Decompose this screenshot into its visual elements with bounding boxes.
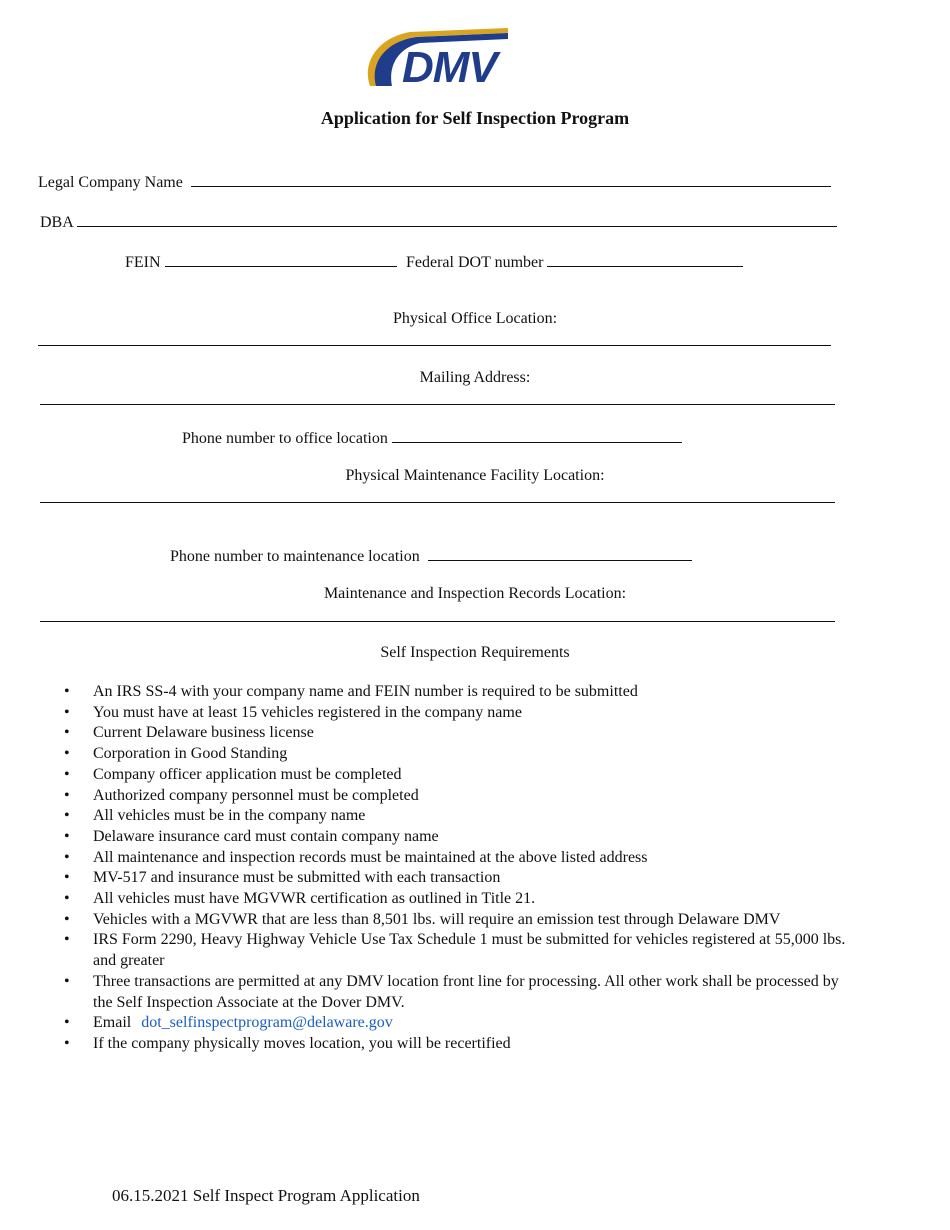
dba-label: DBA [40, 214, 73, 231]
requirement-item: • All vehicles must have MGVWR certification as outlined in Title 21. [58, 889, 848, 910]
requirement-item: • Current Delaware business license [58, 723, 848, 744]
physical-office-label: Physical Office Location: [392, 310, 558, 327]
requirement-item: • Three transactions are permitted at any DMV location front line for processing. All other work shall be processed by the Self Inspection Associate at the Dover DMV. [58, 972, 848, 1013]
phone-maintenance-field [170, 546, 692, 566]
federal-dot-input-line[interactable] [547, 252, 743, 267]
physical-office-input-line[interactable] [38, 345, 831, 346]
phone-maintenance-input-line[interactable] [428, 546, 692, 561]
requirement-item: • IRS Form 2290, Heavy Highway Vehicle Use Tax Schedule 1 must be submitted for vehicles registered at 55,000 lbs. and greater [58, 930, 848, 971]
mailing-address-label: Mailing Address: [419, 369, 531, 386]
email-label: Email [93, 1014, 132, 1032]
federal-dot-field [406, 252, 743, 272]
requirement-item: • Vehicles with a MGVWR that are less than 8,501 lbs. will require an emission test through Delaware DMV [58, 910, 848, 931]
requirement-item-email [58, 1013, 848, 1034]
dmv-logo [358, 24, 524, 90]
phone-office-label: Phone number to office location [182, 430, 388, 447]
requirement-item: • You must have at least 15 vehicles registered in the company name [58, 703, 848, 724]
requirement-item: • Delaware insurance card must contain company name [58, 827, 848, 848]
legal-company-name-label: Legal Company Name [38, 174, 183, 191]
requirements-list [58, 682, 848, 1055]
email-link[interactable]: dot_selfinspectprogram@delaware.gov [141, 1014, 393, 1032]
fein-field [125, 252, 397, 272]
requirement-item: • If the company physically moves location, you will be recertified [58, 1034, 848, 1055]
records-location-label: Maintenance and Inspection Records Location: [323, 585, 627, 602]
maintenance-facility-label: Physical Maintenance Facility Location: [345, 467, 605, 484]
footer-text: 06.15.2021 Self Inspect Program Application [112, 1186, 420, 1205]
logo-text: DMV [402, 43, 497, 90]
phone-office-input-line[interactable] [392, 428, 682, 443]
requirement-item: • All vehicles must be in the company name [58, 806, 848, 827]
mailing-address-input-line[interactable] [40, 404, 835, 405]
requirement-item: • All maintenance and inspection records must be maintained at the above listed address [58, 848, 848, 869]
legal-company-name-input-line[interactable] [191, 172, 831, 187]
federal-dot-label: Federal DOT number [406, 254, 544, 271]
dba-field [40, 212, 837, 232]
dba-input-line[interactable] [77, 212, 837, 227]
fein-input-line[interactable] [165, 252, 397, 267]
requirement-item: • An IRS SS-4 with your company name and FEIN number is required to be submitted [58, 682, 848, 703]
legal-company-name-field [38, 172, 831, 192]
phone-office-field [182, 428, 682, 448]
requirement-item: • Authorized company personnel must be completed [58, 786, 848, 807]
requirement-item: • Corporation in Good Standing [58, 744, 848, 765]
requirement-item: • Company officer application must be completed [58, 765, 848, 786]
requirements-heading: Self Inspection Requirements [380, 644, 570, 661]
records-location-input-line[interactable] [40, 621, 835, 622]
page-title: Application for Self Inspection Program [320, 108, 630, 128]
fein-label: FEIN [125, 254, 161, 271]
phone-maintenance-label: Phone number to maintenance location [170, 548, 420, 565]
maintenance-facility-input-line[interactable] [40, 502, 835, 503]
requirement-item: • MV-517 and insurance must be submitted with each transaction [58, 868, 848, 889]
